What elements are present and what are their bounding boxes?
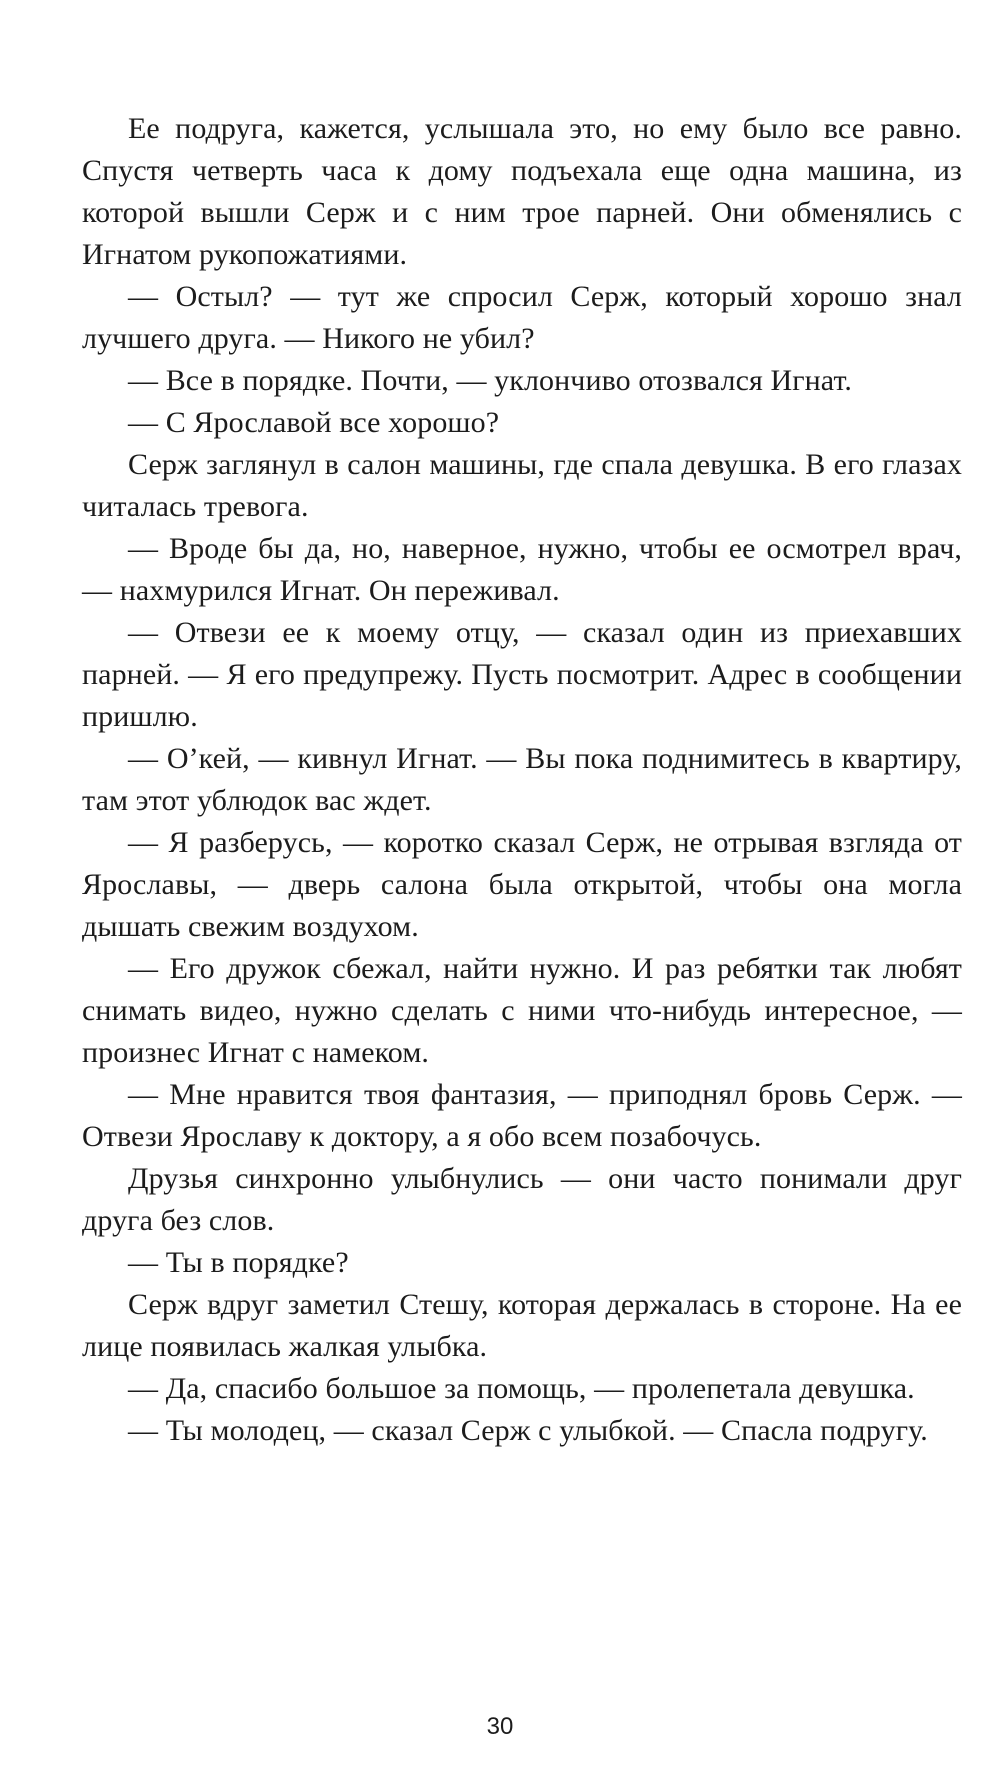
- paragraph: Друзья синхронно улыбнулись — они часто понимали друг друга без слов.: [82, 1162, 962, 1237]
- paragraph: — Вроде бы да, но, наверное, нужно, чтобы ее осмотрел врач, — нахмурился Игнат. Он переживал.: [82, 532, 962, 607]
- paragraph: — Ты молодец, — сказал Серж с улыбкой. — Спасла подругу.: [128, 1414, 928, 1447]
- paragraph: — Отвези ее к моему отцу, — сказал один из приехавших парней. — Я его предупрежу. Пусть посмотрит. Адрес в сообщении пришлю.: [82, 616, 962, 733]
- paragraph: Серж заглянул в салон машины, где спала девушка. В его глазах читалась тревога.: [82, 448, 962, 523]
- paragraph: — Его дружок сбежал, найти нужно. И раз ребятки так любят снимать видео, нужно сделать с ними что-нибудь интересное, — произнес Игнат с намеком.: [82, 952, 962, 1069]
- paragraph: — Да, спасибо большое за помощь, — пролепетала девушка.: [128, 1372, 915, 1405]
- paragraph: — Ты в порядке?: [128, 1246, 349, 1279]
- paragraph: Ее подруга, кажется, услышала это, но ему было все равно. Спустя четверть часа к дому подъехала еще одна машина, из которой вышли Серж и с ним трое парней. Они обменялись с Игнатом рукопожатиями.: [82, 112, 962, 271]
- paragraph: Серж вдруг заметил Стешу, которая держалась в стороне. На ее лице появилась жалкая улыбка.: [82, 1288, 962, 1363]
- paragraph: — Остыл? — тут же спросил Серж, который хорошо знал лучшего друга. — Никого не убил?: [82, 280, 962, 355]
- paragraph: — О’кей, — кивнул Игнат. — Вы пока поднимитесь в квартиру, там этот ублюдок вас ждет.: [82, 742, 962, 817]
- paragraph: — С Ярославой все хорошо?: [128, 406, 500, 439]
- page-number: 30: [486, 1713, 514, 1740]
- paragraph: — Мне нравится твоя фантазия, — приподнял бровь Серж. — Отвези Ярославу к доктору, а я обо всем позабочусь.: [82, 1078, 962, 1153]
- paragraph: — Я разберусь, — коротко сказал Серж, не отрывая взгляда от Ярославы, — дверь салона была открытой, чтобы она могла дышать свежим воздухом.: [82, 826, 962, 943]
- body-text: [82, 108, 962, 1452]
- paragraph: — Все в порядке. Почти, — уклончиво отозвался Игнат.: [128, 364, 852, 397]
